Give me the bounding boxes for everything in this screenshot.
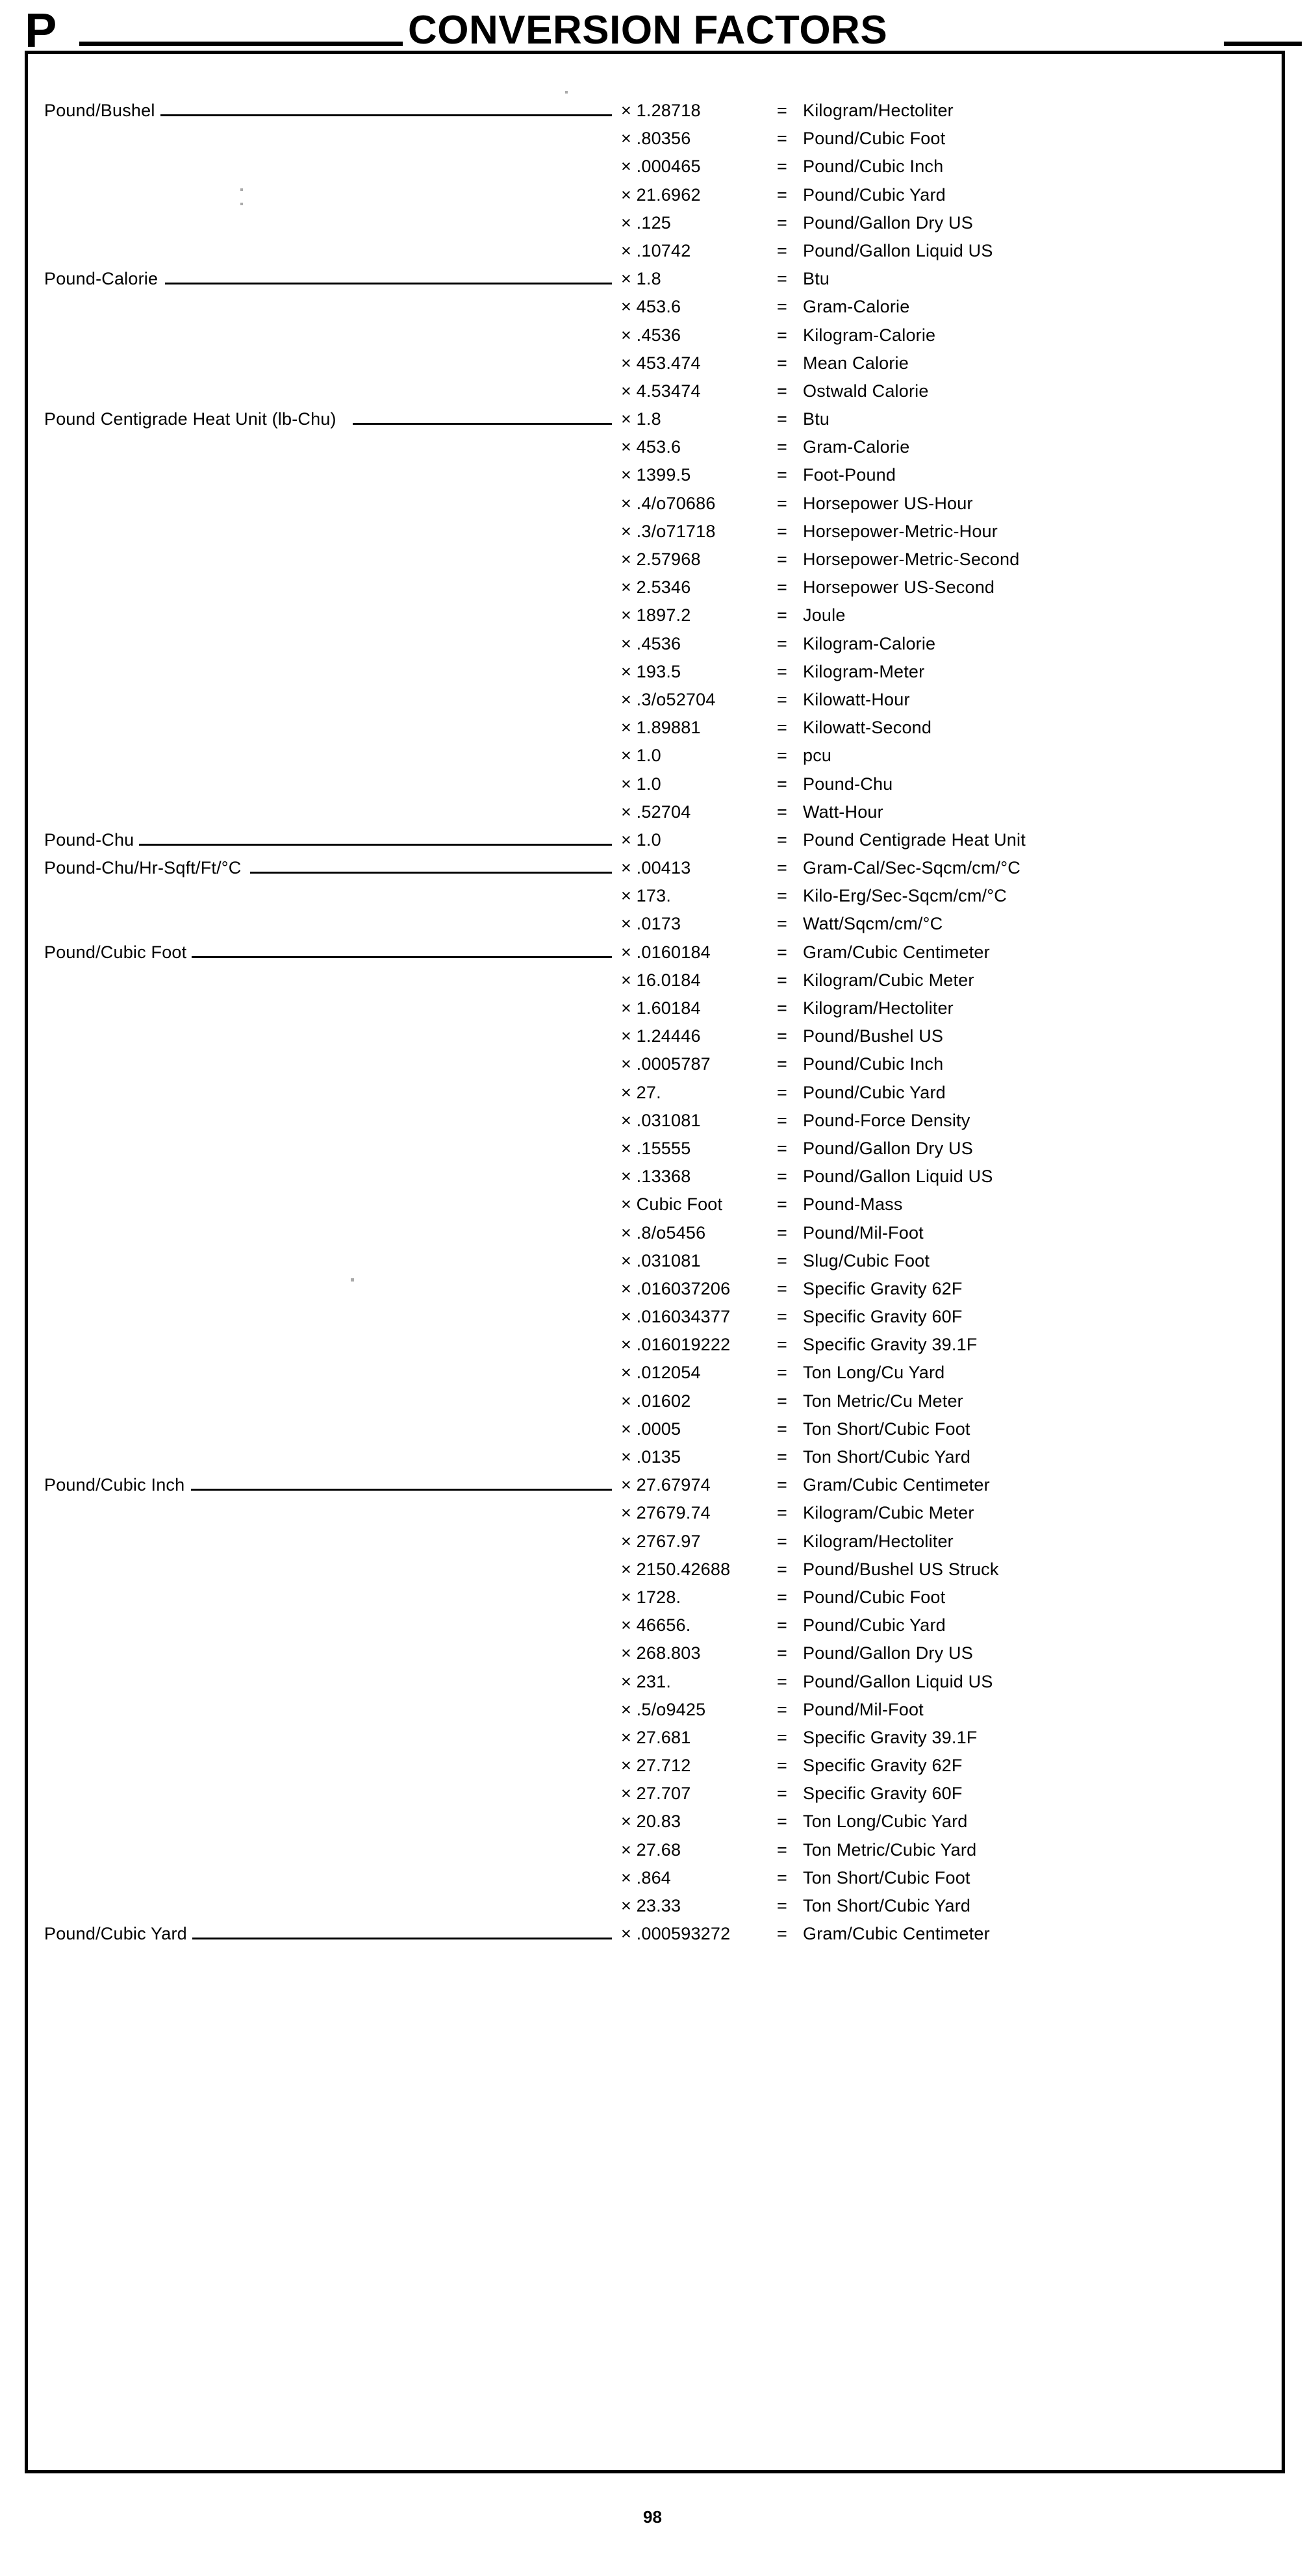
table-row bbox=[44, 883, 1265, 911]
table-row bbox=[44, 1500, 1265, 1528]
table-row bbox=[44, 1640, 1265, 1668]
equals-sign: = bbox=[777, 1307, 787, 1327]
result-unit: Ton Long/Cu Yard bbox=[803, 1363, 945, 1383]
equals-sign: = bbox=[777, 101, 787, 120]
equals-sign: = bbox=[777, 577, 787, 598]
equals-sign: = bbox=[777, 184, 787, 205]
equals-sign: = bbox=[777, 1110, 787, 1130]
table-row bbox=[44, 490, 1265, 518]
multiplier-value: × 231. bbox=[621, 1671, 672, 1691]
table-row bbox=[44, 294, 1265, 322]
table-row bbox=[44, 1135, 1265, 1163]
equals-sign: = bbox=[777, 1867, 787, 1888]
result-unit: Kilogram/Cubic Meter bbox=[803, 1503, 974, 1523]
result-unit: Kilogram/Hectoliter bbox=[803, 101, 954, 120]
multiplier-value: × 193.5 bbox=[621, 661, 681, 681]
result-unit: Ton Metric/Cubic Yard bbox=[803, 1839, 977, 1860]
equals-sign: = bbox=[777, 1250, 787, 1270]
equals-sign: = bbox=[777, 718, 787, 738]
equals-sign: = bbox=[777, 269, 787, 289]
equals-sign: = bbox=[777, 1559, 787, 1579]
table-row bbox=[44, 1865, 1265, 1893]
multiplier-value: × 1.0 bbox=[621, 746, 661, 766]
leader-line bbox=[353, 423, 613, 425]
equals-sign: = bbox=[777, 409, 787, 429]
table-row bbox=[44, 1359, 1265, 1387]
multiplier-value: × .52704 bbox=[621, 802, 691, 822]
multiplier-value: × 1.8 bbox=[621, 409, 661, 429]
table-row bbox=[44, 518, 1265, 546]
table-row bbox=[44, 1528, 1265, 1556]
multiplier-value: × 1.0 bbox=[621, 774, 661, 794]
result-unit: Ton Metric/Cu Meter bbox=[803, 1391, 963, 1411]
table-row bbox=[44, 1556, 1265, 1584]
result-unit: Joule bbox=[803, 605, 846, 625]
multiplier-value: × .80356 bbox=[621, 129, 691, 149]
multiplier-value: × .0005787 bbox=[621, 1054, 711, 1074]
multiplier-value: × 27.67974 bbox=[621, 1475, 711, 1495]
result-unit: Kilogram-Calorie bbox=[803, 633, 936, 653]
table-row bbox=[44, 153, 1265, 181]
multiplier-value: × .5/o9425 bbox=[621, 1699, 706, 1719]
equals-sign: = bbox=[777, 1419, 787, 1439]
table-row bbox=[44, 1669, 1265, 1697]
equals-sign: = bbox=[777, 829, 787, 850]
result-unit: Pound/Bushel US Struck bbox=[803, 1559, 999, 1579]
result-unit: Specific Gravity 62F bbox=[803, 1756, 963, 1776]
table-row bbox=[44, 1808, 1265, 1836]
leader-line bbox=[165, 283, 612, 284]
result-unit: Specific Gravity 39.1F bbox=[803, 1335, 978, 1355]
equals-sign: = bbox=[777, 886, 787, 906]
multiplier-value: × .016019222 bbox=[621, 1335, 731, 1355]
result-unit: Pound/Cubic Inch bbox=[803, 157, 944, 177]
result-unit: Btu bbox=[803, 269, 830, 289]
result-unit: Pound/Gallon Dry US bbox=[803, 212, 973, 233]
multiplier-value: × 27.681 bbox=[621, 1727, 691, 1747]
multiplier-value: × .4536 bbox=[621, 325, 681, 345]
equals-sign: = bbox=[777, 1727, 787, 1747]
result-unit: Horsepower-Metric-Second bbox=[803, 549, 1020, 569]
multiplier-value: × .13368 bbox=[621, 1167, 691, 1187]
table-row bbox=[44, 1893, 1265, 1921]
table-row bbox=[44, 631, 1265, 659]
result-unit: Pound/Gallon Liquid US bbox=[803, 1167, 993, 1187]
result-unit: Gram/Cubic Centimeter bbox=[803, 1924, 990, 1944]
table-row bbox=[44, 911, 1265, 939]
multiplier-value: × 16.0184 bbox=[621, 970, 701, 990]
multiplier-value: × 27.68 bbox=[621, 1839, 681, 1860]
result-unit: Specific Gravity 62F bbox=[803, 1278, 963, 1298]
multiplier-value: × .0005 bbox=[621, 1419, 681, 1439]
table-row bbox=[44, 995, 1265, 1023]
result-unit: Pound/Cubic Yard bbox=[803, 184, 946, 205]
multiplier-value: × .0160184 bbox=[621, 942, 711, 962]
table-row bbox=[44, 1304, 1265, 1332]
multiplier-value: × 1897.2 bbox=[621, 605, 691, 625]
multiplier-value: × 20.83 bbox=[621, 1812, 681, 1832]
equals-sign: = bbox=[777, 774, 787, 794]
table-row bbox=[44, 1023, 1265, 1051]
multiplier-value: × 1.0 bbox=[621, 829, 661, 850]
table-row bbox=[44, 1388, 1265, 1416]
equals-sign: = bbox=[777, 1896, 787, 1915]
equals-sign: = bbox=[777, 493, 787, 513]
equals-sign: = bbox=[777, 1138, 787, 1158]
result-unit: Pound-Mass bbox=[803, 1194, 903, 1215]
multiplier-value: × 1.89881 bbox=[621, 718, 701, 738]
table-row bbox=[44, 322, 1265, 350]
table-row bbox=[44, 378, 1265, 406]
unit-name: Pound/Cubic Yard bbox=[44, 1922, 192, 1945]
equals-sign: = bbox=[777, 381, 787, 401]
multiplier-value: × 268.803 bbox=[621, 1643, 701, 1663]
multiplier-value: × .000465 bbox=[621, 157, 701, 177]
multiplier-value: × 2.57968 bbox=[621, 549, 701, 569]
result-unit: Horsepower US-Hour bbox=[803, 493, 973, 513]
leader-line bbox=[191, 1489, 612, 1491]
equals-sign: = bbox=[777, 157, 787, 177]
table-row bbox=[44, 714, 1265, 742]
multiplier-value: × 1.28718 bbox=[621, 101, 701, 120]
table-row bbox=[44, 1416, 1265, 1444]
leader-line bbox=[250, 872, 612, 874]
multiplier-value: × 27.712 bbox=[621, 1756, 691, 1776]
table-row bbox=[44, 125, 1265, 153]
table-row bbox=[44, 1780, 1265, 1808]
table-row bbox=[44, 742, 1265, 770]
table-row bbox=[44, 350, 1265, 378]
table-row bbox=[44, 1276, 1265, 1304]
multiplier-value: × .016034377 bbox=[621, 1307, 731, 1327]
equals-sign: = bbox=[777, 605, 787, 625]
result-unit: Pound/Gallon Liquid US bbox=[803, 1671, 993, 1691]
equals-sign: = bbox=[777, 1924, 787, 1944]
multiplier-value: × .864 bbox=[621, 1867, 672, 1888]
result-unit: Kilogram/Cubic Meter bbox=[803, 970, 974, 990]
multiplier-value: × 2.5346 bbox=[621, 577, 691, 598]
multiplier-value: × .3/o71718 bbox=[621, 521, 716, 541]
table-row bbox=[44, 97, 1265, 125]
multiplier-value: × 453.474 bbox=[621, 353, 701, 373]
leader-line bbox=[157, 114, 612, 116]
unit-name: Pound-Chu bbox=[44, 828, 139, 852]
result-unit: Btu bbox=[803, 409, 830, 429]
leader-line bbox=[191, 956, 612, 958]
equals-sign: = bbox=[777, 1643, 787, 1663]
equals-sign: = bbox=[777, 1054, 787, 1074]
multiplier-value: × .125 bbox=[621, 212, 672, 233]
table-row bbox=[44, 1248, 1265, 1276]
result-unit: Pound/Gallon Dry US bbox=[803, 1643, 973, 1663]
conversion-table bbox=[44, 97, 1265, 1949]
result-unit: Kilogram-Calorie bbox=[803, 325, 936, 345]
multiplier-value: × 1728. bbox=[621, 1587, 681, 1607]
multiplier-value: × 1399.5 bbox=[621, 465, 691, 485]
equals-sign: = bbox=[777, 1756, 787, 1776]
equals-sign: = bbox=[777, 1812, 787, 1832]
multiplier-value: × .031081 bbox=[621, 1110, 701, 1130]
multiplier-value: × 46656. bbox=[621, 1615, 691, 1635]
result-unit: Kilowatt-Second bbox=[803, 718, 932, 738]
equals-sign: = bbox=[777, 1839, 787, 1860]
table-row bbox=[44, 1612, 1265, 1640]
multiplier-value: × 453.6 bbox=[621, 437, 681, 457]
result-unit: Watt-Hour bbox=[803, 802, 883, 822]
table-row bbox=[44, 238, 1265, 266]
result-unit: Specific Gravity 60F bbox=[803, 1784, 963, 1804]
equals-sign: = bbox=[777, 802, 787, 822]
result-unit: Watt/Sqcm/cm/°C bbox=[803, 914, 943, 934]
multiplier-value: × .031081 bbox=[621, 1250, 701, 1270]
equals-sign: = bbox=[777, 1278, 787, 1298]
table-row bbox=[44, 1191, 1265, 1219]
result-unit: Pound/Gallon Liquid US bbox=[803, 240, 993, 260]
multiplier-value: × .4/o70686 bbox=[621, 493, 716, 513]
result-unit: Pound/Bushel US bbox=[803, 1026, 944, 1046]
equals-sign: = bbox=[777, 1671, 787, 1691]
result-unit: Kilogram/Hectoliter bbox=[803, 998, 954, 1018]
multiplier-value: × .10742 bbox=[621, 240, 691, 260]
equals-sign: = bbox=[777, 914, 787, 934]
result-unit: Ton Short/Cubic Yard bbox=[803, 1896, 971, 1915]
result-unit: Kilogram/Hectoliter bbox=[803, 1531, 954, 1551]
equals-sign: = bbox=[777, 549, 787, 569]
equals-sign: = bbox=[777, 1784, 787, 1804]
equals-sign: = bbox=[777, 633, 787, 653]
multiplier-value: × 453.6 bbox=[621, 297, 681, 317]
multiplier-value: × 27. bbox=[621, 1082, 661, 1102]
result-unit: Ton Short/Cubic Yard bbox=[803, 1447, 971, 1467]
result-unit: Pound-Chu bbox=[803, 774, 893, 794]
unit-name: Pound/Bushel bbox=[44, 99, 160, 122]
result-unit: Pound-Force Density bbox=[803, 1110, 970, 1130]
equals-sign: = bbox=[777, 661, 787, 681]
equals-sign: = bbox=[777, 1194, 787, 1215]
equals-sign: = bbox=[777, 1222, 787, 1243]
multiplier-value: × 2150.42688 bbox=[621, 1559, 731, 1579]
result-unit: Ton Short/Cubic Foot bbox=[803, 1419, 970, 1439]
equals-sign: = bbox=[777, 1391, 787, 1411]
table-row bbox=[44, 1752, 1265, 1780]
table-row bbox=[44, 827, 1265, 855]
multiplier-value: × .0135 bbox=[621, 1447, 681, 1467]
result-unit: pcu bbox=[803, 746, 832, 766]
result-unit: Pound Centigrade Heat Unit bbox=[803, 829, 1026, 850]
header-rule-right bbox=[1224, 42, 1302, 46]
table-row bbox=[44, 210, 1265, 238]
multiplier-value: × 4.53474 bbox=[621, 381, 701, 401]
table-row bbox=[44, 434, 1265, 462]
equals-sign: = bbox=[777, 1475, 787, 1495]
table-row bbox=[44, 659, 1265, 687]
header-rule-left bbox=[79, 42, 403, 46]
table-row bbox=[44, 1921, 1265, 1949]
equals-sign: = bbox=[777, 942, 787, 962]
result-unit: Foot-Pound bbox=[803, 465, 896, 485]
result-unit: Kilo-Erg/Sec-Sqcm/cm/°C bbox=[803, 886, 1007, 906]
result-unit: Pound/Cubic Inch bbox=[803, 1054, 944, 1074]
multiplier-value: × .15555 bbox=[621, 1138, 691, 1158]
equals-sign: = bbox=[777, 1363, 787, 1383]
equals-sign: = bbox=[777, 325, 787, 345]
equals-sign: = bbox=[777, 129, 787, 149]
result-unit: Ton Short/Cubic Foot bbox=[803, 1867, 970, 1888]
table-row bbox=[44, 1051, 1265, 1079]
section-letter: P bbox=[25, 3, 57, 57]
result-unit: Ton Long/Cubic Yard bbox=[803, 1812, 968, 1832]
page-title: CONVERSION FACTORS bbox=[408, 8, 888, 53]
table-row bbox=[44, 1163, 1265, 1191]
result-unit: Specific Gravity 60F bbox=[803, 1307, 963, 1327]
table-row bbox=[44, 182, 1265, 210]
table-row bbox=[44, 574, 1265, 602]
result-unit: Ostwald Calorie bbox=[803, 381, 929, 401]
table-row bbox=[44, 1220, 1265, 1248]
equals-sign: = bbox=[777, 297, 787, 317]
table-row bbox=[44, 1332, 1265, 1359]
multiplier-value: × Cubic Foot bbox=[621, 1194, 723, 1215]
multiplier-value: × 1.24446 bbox=[621, 1026, 701, 1046]
result-unit: Pound/Cubic Yard bbox=[803, 1615, 946, 1635]
unit-name: Pound-Calorie bbox=[44, 267, 163, 290]
result-unit: Gram-Cal/Sec-Sqcm/cm/°C bbox=[803, 858, 1020, 878]
result-unit: Pound/Cubic Yard bbox=[803, 1082, 946, 1102]
multiplier-value: × .8/o5456 bbox=[621, 1222, 706, 1243]
result-unit: Gram-Calorie bbox=[803, 437, 910, 457]
multiplier-value: × .4536 bbox=[621, 633, 681, 653]
result-unit: Kilowatt-Hour bbox=[803, 689, 910, 709]
equals-sign: = bbox=[777, 465, 787, 485]
equals-sign: = bbox=[777, 1503, 787, 1523]
equals-sign: = bbox=[777, 689, 787, 709]
table-row bbox=[44, 799, 1265, 827]
multiplier-value: × 27.707 bbox=[621, 1784, 691, 1804]
equals-sign: = bbox=[777, 1026, 787, 1046]
table-row bbox=[44, 462, 1265, 490]
page-number: 98 bbox=[643, 2507, 662, 2527]
table-row bbox=[44, 266, 1265, 294]
result-unit: Kilogram-Meter bbox=[803, 661, 925, 681]
multiplier-value: × .016037206 bbox=[621, 1278, 731, 1298]
equals-sign: = bbox=[777, 212, 787, 233]
multiplier-value: × .00413 bbox=[621, 858, 691, 878]
multiplier-value: × 2767.97 bbox=[621, 1531, 701, 1551]
equals-sign: = bbox=[777, 437, 787, 457]
table-row bbox=[44, 687, 1265, 714]
result-unit: Horsepower-Metric-Hour bbox=[803, 521, 998, 541]
equals-sign: = bbox=[777, 1699, 787, 1719]
multiplier-value: × .012054 bbox=[621, 1363, 701, 1383]
equals-sign: = bbox=[777, 998, 787, 1018]
unit-name: Pound-Chu/Hr-Sqft/Ft/°C bbox=[44, 856, 247, 879]
result-unit: Mean Calorie bbox=[803, 353, 909, 373]
multiplier-value: × 23.33 bbox=[621, 1896, 681, 1915]
equals-sign: = bbox=[777, 970, 787, 990]
table-row bbox=[44, 855, 1265, 883]
result-unit: Horsepower US-Second bbox=[803, 577, 995, 598]
result-unit: Gram/Cubic Centimeter bbox=[803, 942, 990, 962]
multiplier-value: × 1.8 bbox=[621, 269, 661, 289]
table-row bbox=[44, 1444, 1265, 1472]
unit-name: Pound/Cubic Inch bbox=[44, 1473, 190, 1496]
unit-name: Pound/Cubic Foot bbox=[44, 941, 192, 964]
multiplier-value: × 27679.74 bbox=[621, 1503, 711, 1523]
multiplier-value: × .0173 bbox=[621, 914, 681, 934]
result-unit: Gram/Cubic Centimeter bbox=[803, 1475, 990, 1495]
table-row bbox=[44, 771, 1265, 799]
table-row bbox=[44, 1107, 1265, 1135]
equals-sign: = bbox=[777, 1335, 787, 1355]
equals-sign: = bbox=[777, 1082, 787, 1102]
equals-sign: = bbox=[777, 1531, 787, 1551]
table-row bbox=[44, 967, 1265, 995]
table-row bbox=[44, 546, 1265, 574]
multiplier-value: × 21.6962 bbox=[621, 184, 701, 205]
unit-name: Pound Centigrade Heat Unit (lb-Chu) bbox=[44, 407, 342, 431]
table-row bbox=[44, 602, 1265, 630]
equals-sign: = bbox=[777, 1587, 787, 1607]
leader-line bbox=[191, 1938, 612, 1939]
table-row bbox=[44, 1837, 1265, 1865]
multiplier-value: × 1.60184 bbox=[621, 998, 701, 1018]
equals-sign: = bbox=[777, 1167, 787, 1187]
equals-sign: = bbox=[777, 858, 787, 878]
equals-sign: = bbox=[777, 240, 787, 260]
table-row bbox=[44, 1697, 1265, 1724]
result-unit: Pound/Gallon Dry US bbox=[803, 1138, 973, 1158]
equals-sign: = bbox=[777, 1447, 787, 1467]
multiplier-value: × .000593272 bbox=[621, 1924, 731, 1944]
table-row bbox=[44, 1724, 1265, 1752]
leader-line bbox=[131, 844, 612, 846]
multiplier-value: × 173. bbox=[621, 886, 672, 906]
table-row bbox=[44, 406, 1265, 434]
equals-sign: = bbox=[777, 746, 787, 766]
equals-sign: = bbox=[777, 1615, 787, 1635]
table-row bbox=[44, 1080, 1265, 1107]
result-unit: Pound/Cubic Foot bbox=[803, 1587, 946, 1607]
multiplier-value: × .3/o52704 bbox=[621, 689, 716, 709]
result-unit: Pound/Mil-Foot bbox=[803, 1699, 924, 1719]
equals-sign: = bbox=[777, 353, 787, 373]
result-unit: Specific Gravity 39.1F bbox=[803, 1727, 978, 1747]
table-row bbox=[44, 939, 1265, 967]
scan-speck bbox=[565, 91, 568, 94]
table-row bbox=[44, 1472, 1265, 1500]
result-unit: Pound/Cubic Foot bbox=[803, 129, 946, 149]
multiplier-value: × .01602 bbox=[621, 1391, 691, 1411]
result-unit: Pound/Mil-Foot bbox=[803, 1222, 924, 1243]
table-row bbox=[44, 1584, 1265, 1612]
result-unit: Slug/Cubic Foot bbox=[803, 1250, 930, 1270]
equals-sign: = bbox=[777, 521, 787, 541]
result-unit: Gram-Calorie bbox=[803, 297, 910, 317]
